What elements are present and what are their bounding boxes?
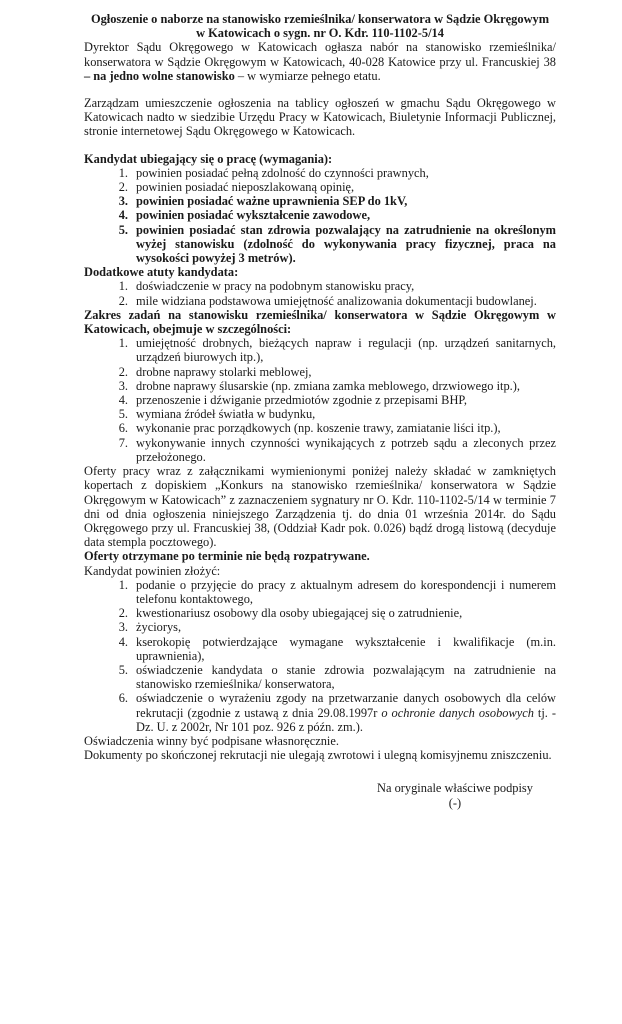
requirements-heading: Kandydat ubiegający się o pracę (wymagania): [84, 151, 333, 166]
list-item: 5. oświadczenie kandydata o stanie zdrowia pozwalającym na zatrudnienie na stanowisko rzemieślnika/ konserwatora, [118, 662, 556, 692]
list-item: 4. przenoszenie i dźwiganie przedmiotów zgodnie z przepisami BHP, [118, 393, 468, 408]
announcement-title-line1: Ogłoszenie o naborze na stanowisko rzemieślnika/ konserwatora w Sądzie Okręgowym [90, 12, 550, 26]
publication-paragraph: Zarządzam umieszczenie ogłoszenia na tablicy ogłoszeń w gmachu Sądu Okręgowego w Katowicach nadto w siedzibie Urzędu Pracy w Katowicach, Biuletynie Informacji Publicznej, stronie internetowej Sądu Okręgowego w Katowicach. [84, 96, 556, 139]
return-note: Dokumenty po skończonej rekrutacji nie ulegają zwrotowi i ulegną komisyjnemu zniszczeniu. [84, 748, 552, 763]
list-item: 4. powinien posiadać wykształcenie zawodowe, [118, 208, 371, 223]
signature-line1: Na oryginale właściwe podpisy [377, 781, 533, 796]
list-item: 4. kserokopię potwierdzające wymagane wykształcenie i kwalifikacje (m.in. uprawnienia), [118, 634, 556, 663]
documents-list [84, 578, 556, 734]
list-item: 1. umiejętność drobnych, bieżących napraw i regulacji (np. urządzeń sanitarnych, urządzeń biurowych itp.), [118, 336, 556, 365]
list-item: 3. drobne naprawy ślusarskie (np. zmiana zamka meblowego, drzwiowego itp.), [118, 378, 520, 393]
duties-heading: Zakres zadań na stanowisku rzemieślnika/ konserwatora w Sądzie Okręgowym w Katowicach, obejmuje w szczególności: [84, 307, 556, 337]
intro-text: Dyrektor Sądu Okręgowego w Katowicach ogłasza nabór na stanowisko rzemieślnika/ konserwatora w Sądzie Okręgowym w Katowicach, 40-028 Katowice przy ul. Francuskiej 38 [84, 40, 556, 69]
list-item: 2. mile widziana podstawowa umiejętność analizowania dokumentacji budowlanej. [118, 293, 537, 308]
announcement-title-line2: w Katowicach o sygn. nr O. Kdr. 110-1102-5/14 [196, 26, 444, 41]
list-item: 5. powinien posiadać stan zdrowia pozwalający na zatrudnienie na określonym wyżej stanowisku (zdolność do wykonywania pracy fizycznej, praca na wysokości powyżej 3 metrów). [118, 222, 556, 266]
intro-tail: – w wymiarze pełnego etatu. [234, 68, 381, 83]
list-item: 1. doświadczenie w pracy na podobnym stanowisku pracy, [118, 279, 415, 294]
list-item: 2. kwestionariusz osobowy dla osoby ubiegającej się o zatrudnienie, [118, 606, 463, 621]
list-item: 6. oświadczenie o wyrażeniu zgody na przetwarzanie danych osobowych dla celów rekrutacji (zgodnie z ustawą z dnia 29.08.1997r o ochronie danych osobowych tj. - Dz. U. z 2002r, Nr 101 poz. 926 z późn. zm.). [118, 691, 556, 734]
late-notice: Oferty otrzymane po terminie nie będą rozpatrywane. [84, 549, 370, 564]
list-item: 5. wymiana źródeł światła w budynku, [118, 407, 316, 422]
extras-list [84, 279, 556, 307]
submission-paragraph: Oferty pracy wraz z załącznikami wymienionymi poniżej należy składać w zamkniętych kopertach z dopiskiem „Konkurs na stanowisko rzemieślnika/ konserwatora w Sądzie Okręgowym w Katowicach” z zaznaczeniem sygnatury nr O. Kdr. 110-1102-5/14 w terminie 7 dni od dnia ogłoszenia niniejszego Zarządzenia tj. do dnia 01 września 2014r. do Sądu Okręgowego przy ul. Francuskiej 38, (Oddział Kadr pok. 0.026) bądź drogą listową (decyduje data stempla pocztowego). [84, 464, 556, 550]
intro-paragraph [84, 40, 556, 83]
intro-bold-part: – na jedno wolne stanowisko [84, 68, 235, 83]
list-item: 6. wykonanie prac porządkowych (np. koszenie trawy, zamiatanie liści itp.), [118, 421, 501, 436]
requirements-list [84, 166, 556, 265]
list-item: 3. powinien posiadać ważne uprawnienia SEP do 1kV, [118, 194, 408, 209]
list-item: 3. życiorys, [118, 620, 182, 635]
list-item: 1. podanie o przyjęcie do pracy z aktualnym adresem do korespondencji i numerem telefonu kontaktowego, [118, 577, 556, 606]
list-item: 7. wykonywanie innych czynności wynikających z potrzeb sądu a zleconych przez przełożonego. [118, 435, 556, 464]
signed-note: Oświadczenia winny być podpisane własnoręcznie. [84, 733, 339, 748]
list-item: 1. powinien posiadać pełną zdolność do czynności prawnych, [118, 165, 429, 180]
duties-list [84, 336, 556, 464]
list-item: 2. drobne naprawy stolarki meblowej, [118, 364, 312, 379]
list-item: 2. powinien posiadać nieposzlakowaną opinię, [118, 180, 355, 195]
extras-heading: Dodatkowe atuty kandydata: [84, 265, 239, 280]
signature-line2: (-) [448, 795, 462, 810]
documents-heading: Kandydat powinien złożyć: [84, 563, 221, 578]
